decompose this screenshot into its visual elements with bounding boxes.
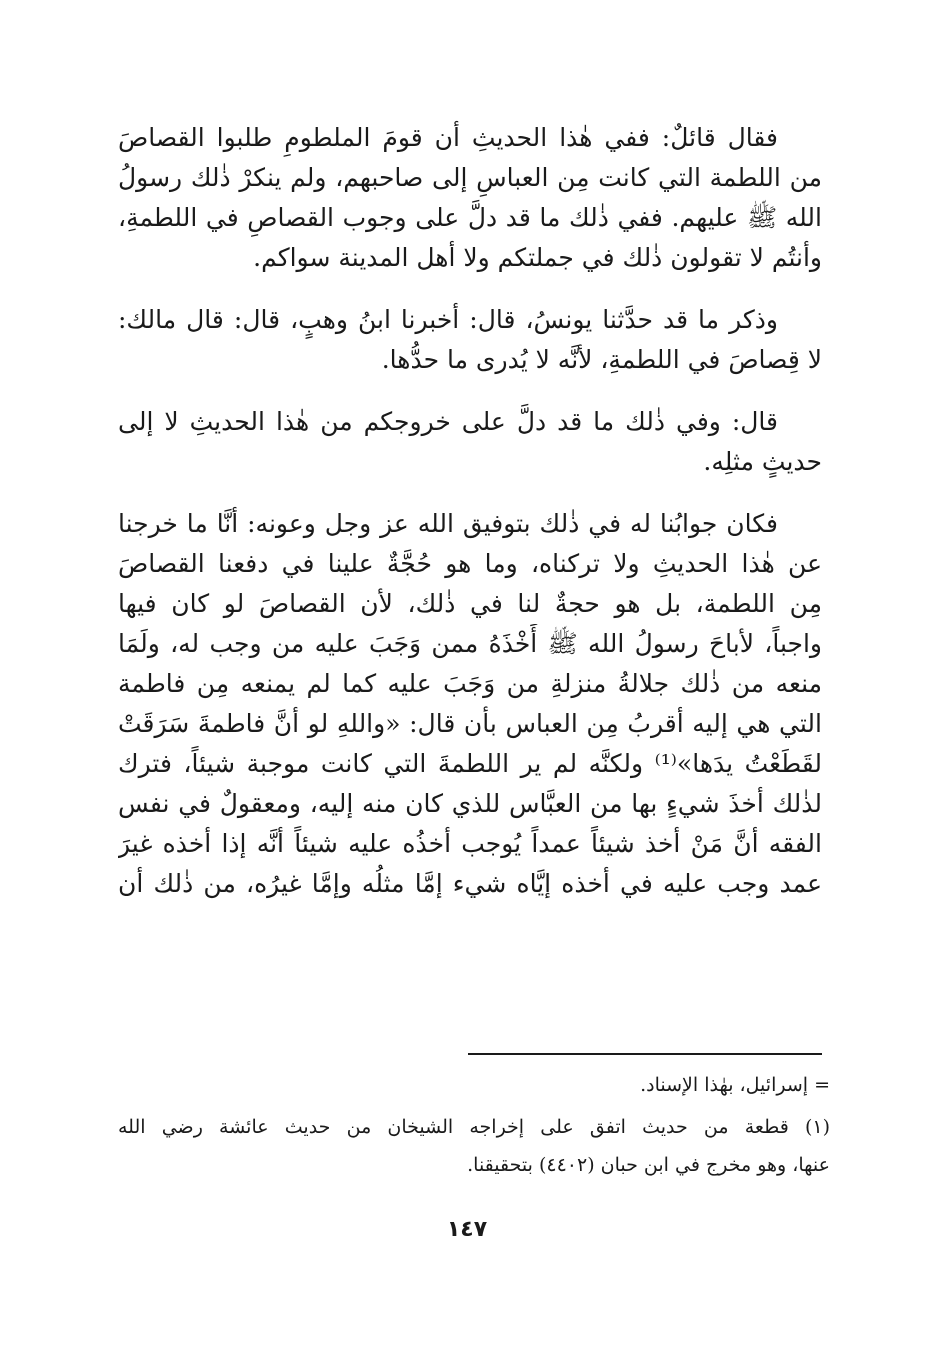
text-line: لذٰلك أخذَ شيءٍ بها من العبَّاس للذي كان منه إليه، ومعقولٌ في نفس bbox=[118, 789, 822, 818]
footnote-1-continuation: عنها، وهو مخرج في ابن حبان (٤٤٠٢) بتحقيقنا. bbox=[467, 1154, 830, 1176]
text-line: من اللطمة التي كانت مِن العباسِ إلى صاحبهم، ولم ينكرْ ذٰلك رسولُ bbox=[118, 163, 822, 192]
paragraph-2 bbox=[118, 300, 822, 380]
text-line: لقَطَعْتُ يدَها»⁽¹⁾ ولكنَّه لم ير اللطمةَ التي كانت موجبة شيئاً، فترك bbox=[118, 749, 822, 778]
footnote-continuation: = إسرائيل، بهٰذا الإسناد. bbox=[640, 1074, 830, 1096]
text-line: وأنتُم لا تقولون ذٰلك في جملتكم ولا أهل المدينة سواكم. bbox=[253, 243, 822, 272]
page-number: ١٤٧ bbox=[446, 1217, 488, 1242]
footnote-separator bbox=[468, 1053, 822, 1055]
main-text bbox=[118, 118, 822, 904]
paragraph-4 bbox=[118, 504, 822, 904]
footnote-1: (١) قطعة من حديث اتفق على إخراجه الشيخان من حديث عائشة رضي الله bbox=[118, 1116, 830, 1138]
text-line: لا قِصاصَ في اللطمةِ، لأنَّه لا يُدرى ما حدُّها. bbox=[381, 345, 822, 374]
paragraph-spacer bbox=[118, 278, 822, 300]
footnotes bbox=[118, 1066, 830, 1184]
text-line: فقال قائلٌ: ففي هٰذا الحديثِ أن قومَ الملطومِ طلبوا القصاصَ bbox=[118, 123, 778, 152]
text-line: حديثٍ مثلِه. bbox=[703, 447, 822, 476]
text-line: عن هٰذا الحديثِ ولا تركناه، وما هو حُجَّةٌ علينا في دفعنا القصاصَ bbox=[118, 549, 822, 578]
text-line: الله ﷺ عليهم. ففي ذٰلك ما قد دلَّ على وجوب القصاصِ في اللطمةِ، bbox=[118, 203, 822, 232]
paragraph-3 bbox=[118, 402, 822, 482]
text-line: واجباً، لأباحَ رسولُ الله ﷺ أَخْذَهُ ممن وَجَبَ عليه من وجب له، ولَمَا bbox=[118, 629, 822, 658]
text-line: التي هي إليه أقربُ مِن العباس بأن قال: «واللهِ لو أنَّ فاطمةَ سَرَقَتْ bbox=[118, 709, 822, 738]
paragraph-spacer bbox=[118, 482, 822, 504]
paragraph-spacer bbox=[118, 380, 822, 402]
text-line: مِن اللطمة، بل هو حجةٌ لنا في ذٰلك، لأن القصاصَ لو كان فيها bbox=[118, 589, 822, 618]
text-line: الفقه أنَّ مَنْ أخذ شيئاً عمداً يُوجب أخذُه عليه شيئاً أنَّه إذا أخذه غيرَ bbox=[118, 829, 822, 858]
text-line: عمد وجب عليه في أخذه إيَّاه شيء إمَّا مثلُه وإمَّا غيرُه، من ذٰلك أن bbox=[118, 869, 822, 898]
text-line: فكان جوابُنا له في ذٰلك بتوفيق الله عز وجل وعونه: أنَّا ما خرجنا bbox=[118, 509, 778, 538]
text-line: قال: وفي ذٰلك ما قد دلَّ على خروجكم من هٰذا الحديثِ لا إلى bbox=[118, 407, 778, 436]
paragraph-1 bbox=[118, 118, 822, 278]
text-line: منعه من ذٰلك جلالةُ منزلةِ من وَجَبَ عليه كما لم يمنعه مِن فاطمة bbox=[118, 669, 822, 698]
text-line: وذكر ما قد حدَّثنا يونسُ، قال: أخبرنا ابنُ وهبٍ، قال: قال مالك: bbox=[118, 305, 778, 334]
